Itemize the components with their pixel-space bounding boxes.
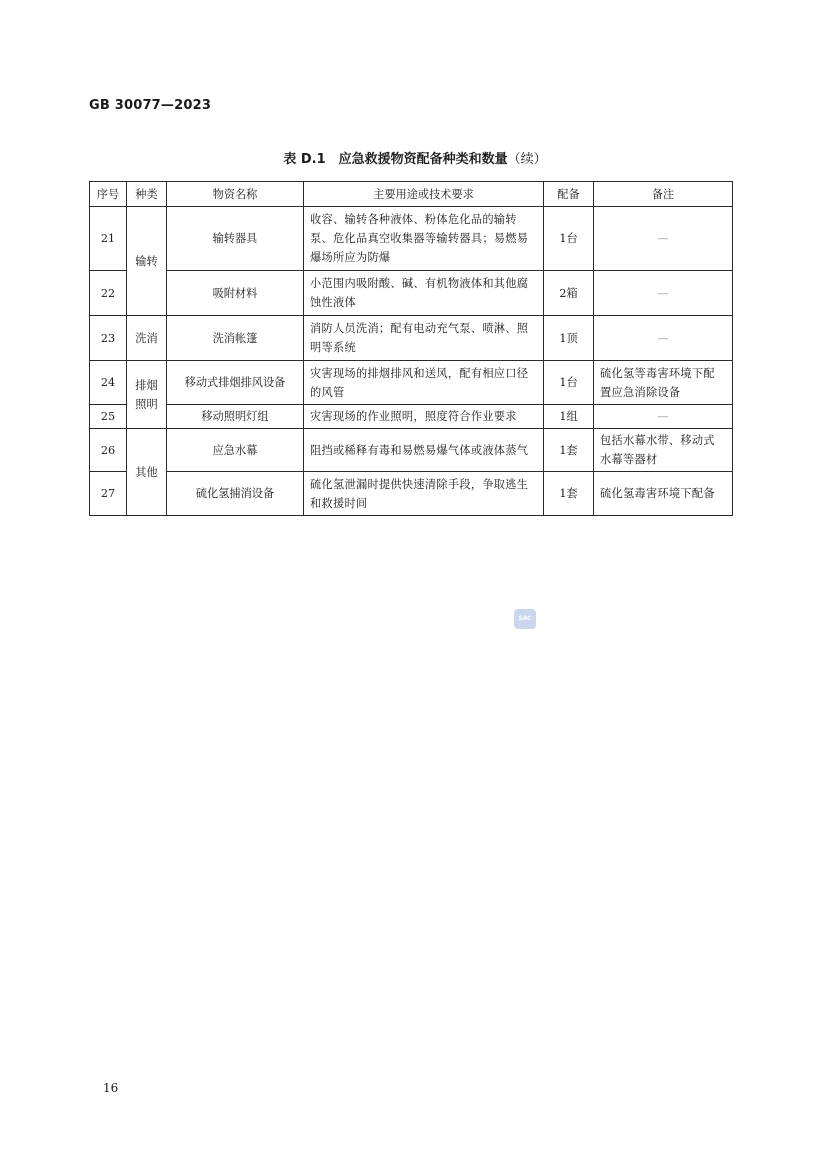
row-use: 消防人员洗消；配有电动充气泵、喷淋、照明等系统: [304, 316, 544, 361]
col-header-no: 序号: [90, 182, 127, 207]
row-no: 22: [90, 271, 127, 316]
row-name: 硫化氢捕消设备: [167, 472, 304, 516]
row-use: 收容、输转各种液体、粉体危化品的输转泵、危化品真空收集器等输转器具；易燃易爆场所应为防爆: [304, 207, 544, 271]
row-use: 硫化氢泄漏时提供快速清除手段，争取逃生和救援时间: [304, 472, 544, 516]
materials-table: [89, 181, 733, 516]
row-use: 灾害现场的排烟排风和送风，配有相应口径的风管: [304, 361, 544, 405]
row-note: 硫化氢等毒害环境下配置应急消除设备: [594, 361, 733, 405]
row-note: —: [594, 316, 733, 361]
category-cell: 输转: [127, 207, 167, 316]
category-cell: 洗消: [127, 316, 167, 361]
col-header-qty: 配备: [544, 182, 594, 207]
table-caption-main: 表 D.1 应急救援物资配备种类和数量: [283, 152, 508, 167]
row-no: 25: [90, 405, 127, 429]
row-note: —: [594, 271, 733, 316]
row-name: 移动式排烟排风设备: [167, 361, 304, 405]
col-header-name: 物资名称: [167, 182, 304, 207]
col-header-category: 种类: [127, 182, 167, 207]
table-caption-continued: （续）: [507, 152, 547, 167]
table-header-row: [90, 182, 733, 207]
category-cell: 排烟照明: [127, 361, 167, 429]
table-row: [90, 316, 733, 361]
row-use: 小范围内吸附酸、碱、有机物液体和其他腐蚀性液体: [304, 271, 544, 316]
row-note: —: [594, 207, 733, 271]
row-qty: 1台: [544, 207, 594, 271]
col-header-use: 主要用途或技术要求: [304, 182, 544, 207]
row-name: 洗消帐篷: [167, 316, 304, 361]
row-no: 24: [90, 361, 127, 405]
table-row: [90, 405, 733, 429]
row-qty: 1台: [544, 361, 594, 405]
row-name: 应急水幕: [167, 429, 304, 472]
row-name: 移动照明灯组: [167, 405, 304, 429]
row-qty: 1套: [544, 429, 594, 472]
row-qty: 1顶: [544, 316, 594, 361]
table-row: [90, 361, 733, 405]
page-number: 16: [103, 1081, 119, 1095]
table-row: [90, 429, 733, 472]
row-use: 阻挡或稀释有毒和易燃易爆气体或液体蒸气: [304, 429, 544, 472]
row-name: 吸附材料: [167, 271, 304, 316]
row-name: 输转器具: [167, 207, 304, 271]
row-qty: 1组: [544, 405, 594, 429]
table-row: [90, 472, 733, 516]
row-no: 23: [90, 316, 127, 361]
row-qty: 1套: [544, 472, 594, 516]
row-note: 包括水幕水带、移动式水幕等器材: [594, 429, 733, 472]
row-note: —: [594, 405, 733, 429]
row-no: 21: [90, 207, 127, 271]
table-row: [90, 271, 733, 316]
document-id: GB 30077—2023: [89, 98, 212, 113]
sac-watermark-logo: SAC: [514, 609, 536, 629]
row-note: 硫化氢毒害环境下配备: [594, 472, 733, 516]
category-cell: 其他: [127, 429, 167, 516]
row-qty: 2箱: [544, 271, 594, 316]
table-row: [90, 207, 733, 271]
col-header-note: 备注: [594, 182, 733, 207]
row-no: 27: [90, 472, 127, 516]
row-use: 灾害现场的作业照明，照度符合作业要求: [304, 405, 544, 429]
row-no: 26: [90, 429, 127, 472]
table-caption: [0, 148, 830, 167]
